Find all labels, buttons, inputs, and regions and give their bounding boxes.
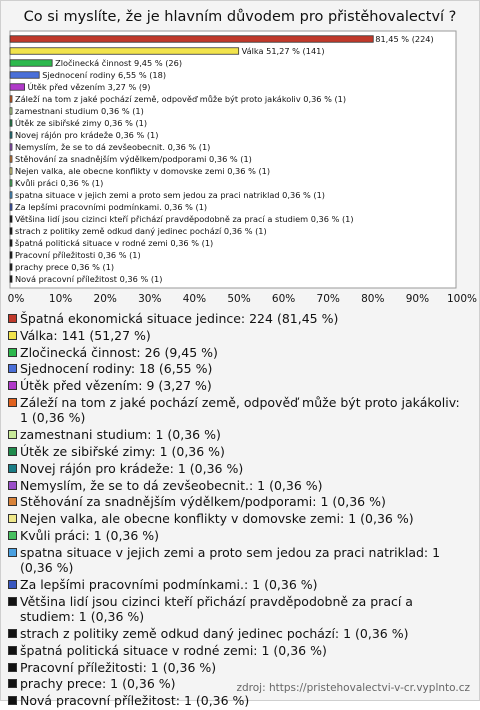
bar-label-3: Sjednocení rodiny 6,55 % (18) [42, 70, 167, 80]
legend-label-3: Sjednocení rodiny: 18 (6,55 %) [20, 361, 213, 377]
legend-swatch-6 [8, 430, 17, 439]
legend-item-4 [8, 378, 470, 393]
x-tick-label-5: 50% [227, 293, 251, 305]
bar-8[interactable] [10, 132, 12, 139]
bar-20[interactable] [10, 276, 12, 283]
legend-swatch-0 [8, 314, 17, 323]
legend-label-5: Záleží na tom z jaké pochází země, odpověď může být proto jakákoliv: 1 (0,36 %) [20, 394, 460, 426]
bar-label-7: Útěk ze sibiřské zimy 0,36 % (1) [15, 118, 148, 128]
bar-label-18: Pracovní příležitosti 0,36 % (1) [15, 250, 141, 260]
legend-label-6: zamestnani studium: 1 (0,36 %) [20, 427, 221, 443]
legend-item-17 [8, 643, 470, 658]
legend-swatch-2 [8, 348, 17, 357]
chart-legend [8, 311, 470, 710]
bar-6[interactable] [10, 108, 12, 115]
x-tick-label-1: 10% [48, 293, 73, 305]
bar-label-13: spatna situace v jejich zemi a proto sem jedou za praci natriklad 0,36 % (1) [15, 190, 325, 200]
legend-item-14 [8, 577, 470, 592]
bar-label-14: Za lepšími pracovními podmínkami. 0,36 % (1) [15, 202, 208, 212]
bar-16[interactable] [10, 228, 12, 235]
legend-item-10 [8, 494, 470, 509]
legend-swatch-14 [8, 580, 17, 589]
legend-swatch-5 [8, 398, 17, 407]
bar-17[interactable] [10, 240, 12, 247]
legend-swatch-16 [8, 629, 17, 638]
bar-label-12: Kvůli práci 0,36 % (1) [15, 178, 104, 188]
legend-label-2: Zločinecká činnost: 26 (9,45 %) [20, 344, 218, 360]
bar-15[interactable] [10, 216, 12, 223]
legend-label-20: Nová pracovní příležitost: 1 (0,36 %) [20, 693, 250, 709]
legend-swatch-13 [8, 548, 17, 557]
legend-swatch-19 [8, 679, 17, 688]
chart-title: Co si myslíte, že je hlavním důvodem pro přistěhovalectví ? [23, 9, 457, 25]
legend-label-7: Útěk ze sibiřské zimy: 1 (0,36 %) [20, 443, 225, 459]
bar-19[interactable] [10, 264, 12, 271]
legend-label-4: Útěk před vězením: 9 (3,27 %) [20, 378, 212, 394]
x-tick-label-3: 30% [138, 293, 162, 305]
legend-swatch-11 [8, 514, 17, 523]
x-tick-label-6: 60% [271, 293, 296, 305]
legend-item-2 [8, 345, 470, 360]
legend-swatch-12 [8, 531, 17, 540]
legend-item-6 [8, 427, 470, 442]
bar-18[interactable] [10, 252, 12, 259]
bar-label-11: Nejen valka, ale obecne konflikty v domovske zemi 0,36 % (1) [15, 166, 271, 176]
legend-item-16 [8, 626, 470, 641]
bar-label-10: Stěhování za snadnějším výdělkem/podporami 0,36 % (1) [15, 154, 252, 164]
legend-label-10: Stěhování za snadnějším výdělkem/podporami: 1 (0,36 %) [20, 494, 386, 510]
bar-5[interactable] [10, 96, 12, 103]
bar-4[interactable] [10, 84, 25, 91]
legend-item-0 [8, 311, 470, 326]
legend-label-19: prachy prece: 1 (0,36 %) [20, 676, 176, 692]
legend-label-9: Nemyslím, že se to dá zevšeobecnit.: 1 (0,36 %) [20, 477, 323, 493]
bar-7[interactable] [10, 120, 12, 127]
bar-label-4: Útěk před vězením 3,27 % (9) [27, 82, 151, 92]
legend-label-18: Pracovní příležitosti: 1 (0,36 %) [20, 659, 217, 675]
bar-label-1: Válka 51,27 % (141) [241, 46, 325, 56]
legend-swatch-8 [8, 464, 17, 473]
legend-item-9 [8, 478, 470, 493]
legend-swatch-17 [8, 646, 17, 655]
legend-label-15: Většina lidí jsou cizinci kteří přichází pravděpodobně za prací a studiem: 1 (0,36 %) [20, 593, 413, 625]
legend-item-1 [8, 328, 470, 343]
x-tick-label-10: 100% [446, 293, 478, 305]
legend-swatch-7 [8, 447, 17, 456]
bar-12[interactable] [10, 180, 12, 187]
bar-2[interactable] [10, 60, 52, 67]
bar-label-16: strach z politiky země odkud daný jedinec pochází 0,36 % (1) [15, 226, 267, 236]
x-tick-label-7: 70% [316, 293, 340, 305]
legend-item-18 [8, 660, 470, 675]
bar-label-19: prachy prece 0,36 % (1) [15, 262, 115, 272]
bar-label-20: Nová pracovní příležitost 0,36 % (1) [15, 274, 163, 284]
bar-label-15: Většina lidí jsou cizinci kteří přichází pravděpodobně za prací a studiem 0,36 % (1) [15, 214, 354, 224]
bar-9[interactable] [10, 144, 12, 151]
legend-item-12 [8, 528, 470, 543]
bar-label-17: špatná politická situace v rodné zemi 0,36 % (1) [15, 238, 214, 248]
legend-swatch-3 [8, 364, 17, 373]
x-tick-label-0: 0% [7, 293, 25, 305]
legend-swatch-15 [8, 597, 17, 606]
legend-item-3 [8, 361, 470, 376]
legend-item-11 [8, 511, 470, 526]
bar-11[interactable] [10, 168, 12, 175]
bar-10[interactable] [10, 156, 12, 163]
bar-13[interactable] [10, 192, 12, 199]
legend-swatch-4 [8, 381, 17, 390]
legend-label-16: strach z politiky země odkud daný jedinec pochází: 1 (0,36 %) [20, 625, 409, 641]
legend-swatch-10 [8, 497, 17, 506]
bar-label-2: Zločinecká činnost 9,45 % (26) [55, 58, 183, 68]
x-tick-label-4: 40% [182, 293, 207, 305]
bar-chart [0, 0, 480, 310]
legend-label-11: Nejen valka, ale obecne konflikty v domovske zemi: 1 (0,36 %) [20, 511, 414, 527]
legend-item-8 [8, 461, 470, 476]
legend-swatch-18 [8, 663, 17, 672]
legend-swatch-9 [8, 481, 17, 490]
source-link[interactable]: zdroj: https://pristehovalectvi-v-cr.vyplnto.cz [236, 682, 470, 694]
bar-label-9: Nemyslím, že se to dá zevšeobecnit. 0,36 % (1) [15, 142, 211, 152]
legend-label-14: Za lepšími pracovními podmínkami.: 1 (0,36 %) [20, 576, 318, 592]
legend-label-12: Kvůli práci: 1 (0,36 %) [20, 527, 160, 543]
legend-item-13 [8, 545, 470, 576]
bar-label-8: Novej rájón pro krádeže 0,36 % (1) [15, 130, 159, 140]
legend-label-8: Novej rájón pro krádeže: 1 (0,36 %) [20, 460, 244, 476]
bar-label-5: Záleží na tom z jaké pochází země, odpověď může být proto jakákoliv 0,36 % (1) [15, 94, 347, 104]
legend-item-5 [8, 395, 470, 426]
legend-swatch-1 [8, 331, 17, 340]
x-tick-label-2: 20% [93, 293, 117, 305]
x-tick-label-8: 80% [361, 293, 385, 305]
legend-label-0: Špatná ekonomická situace jedince: 224 (81,45 %) [20, 311, 339, 326]
x-tick-label-9: 90% [405, 293, 430, 305]
legend-label-1: Válka: 141 (51,27 %) [20, 327, 151, 343]
bar-1[interactable] [10, 48, 239, 55]
legend-item-15 [8, 594, 470, 625]
bar-0[interactable] [10, 36, 373, 43]
legend-label-17: špatná politická situace v rodné zemi: 1 (0,36 %) [20, 642, 327, 658]
bar-14[interactable] [10, 204, 12, 211]
legend-item-7 [8, 444, 470, 459]
bar-label-6: zamestnani studium 0,36 % (1) [15, 106, 144, 116]
bar-label-0: 81,45 % (224) [375, 34, 434, 44]
bar-3[interactable] [10, 72, 39, 79]
legend-label-13: spatna situace v jejich zemi a proto sem jedou za praci natriklad: 1 (0,36 %) [20, 544, 441, 576]
